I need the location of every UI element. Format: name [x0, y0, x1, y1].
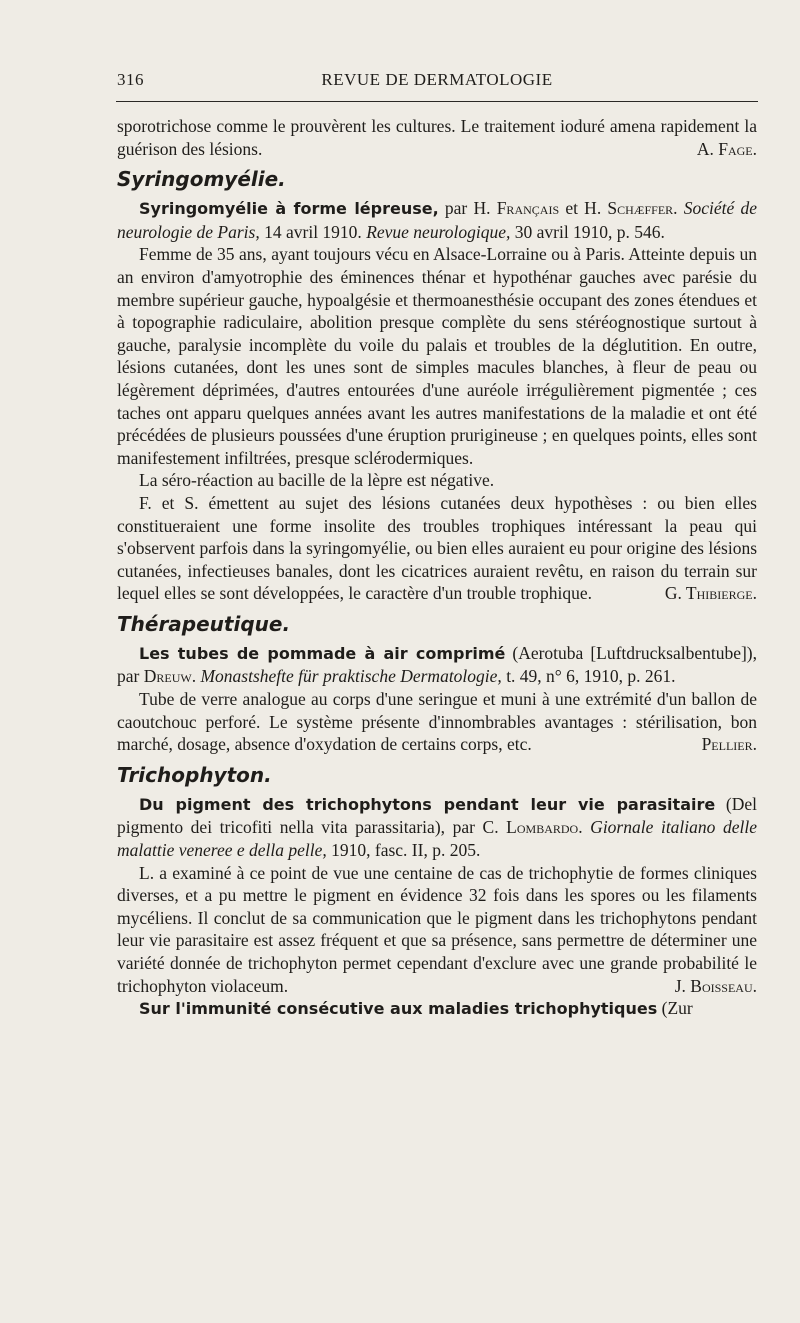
paragraph-text: L. a examiné à ce point de vue une centaine de cas de trichophytie de formes cliniques diverses, et a pu mettre le pigment en évidence 32 fois dans les spores ou les filaments mycéliens. Il conclut de sa communication que le pigment dans les trichophytons pendant leur vie parasitaire est assez fréquent et que sa présence, sans permettre de déterminer une variété donnée de trichophyton permet cependant d'exclure avec une grande probabilité le trichophyton violaceum. [117, 862, 757, 996]
article-title-2: Les tubes de pommade à air comprimé [139, 643, 506, 663]
citation-text: (Del pigmento dei tricofiti nella vita parassitaria), par C. [117, 793, 757, 838]
paragraph: La séro-réaction au bacille de la lèpre est négative. [139, 470, 495, 491]
paragraph [117, 492, 757, 605]
paragraph-text: F. et S. émettent au sujet des lésions cutanées deux hypothèses : ou bien elles constitueraient une forme insolite des troubles trophiques intéressant la peau qui s'observent parfois dans la syringomyélie, ou bien elles auraient eu pour origine des lésions cutanées, infectieuses banales, dont les cicatrices auraient revêtu, en raison du terrain sur lequel elles se sont développées, le caractère d'un trouble trophique. [117, 492, 757, 604]
continuation-signature: A. Fage. [696, 138, 757, 159]
section-heading-therapeutique: Thérapeutique. [117, 611, 291, 636]
continuation-paragraph [117, 115, 757, 160]
author-name: Lombardo. [506, 817, 583, 838]
article-title-4: Sur l'immunité consécutive aux maladies trichophytiques [139, 999, 658, 1019]
signature: Pellier. [701, 734, 757, 755]
article-citation-3 [117, 793, 757, 862]
paragraph: Femme de 35 ans, ayant toujours vécu en Alsace-Lorraine ou à Paris. Atteinte depuis un an environ d'amyotrophie des éminences thénar et hypothénar gauches avec parésie du membre supérieur gauche, hypoalgésie et thermoanesthésie occupant des zones étendues et à topographie radiculaire, abolition presque complète du sens stéréognostique surtout à gauche, paralysie incomplète du voile du palais et troubles de la déglutition. En outre, lésions cutanées, dont les unes sont de simples macules blanches, à fleur de peau ou légèrement déprimées, d'autres entourées d'une auréole irrégulièrement pigmentée ; ces taches ont apparu quelques années avant les autres manifestations de la maladie et ont été précédées de plusieurs poussées d'une éruption prurigineuse ; en quelques points, elles sont manifestement infiltrées, presque sclérodermiques. [117, 244, 757, 468]
citation-venue: Société de neurologie de Paris, [117, 198, 758, 242]
article-citation-4 [117, 997, 757, 1021]
journal-title: REVUE DE DERMATOLOGIE [321, 70, 553, 89]
paragraph [117, 862, 757, 998]
citation-text: 1910, fasc. II, p. 205. [326, 840, 481, 861]
section-heading-trichophyton: Trichophyton. [117, 762, 272, 787]
signature: J. Boisseau. [674, 975, 757, 996]
citation-text: 30 avril 1910, p. 546. [510, 221, 665, 242]
page-number: 316 [117, 70, 144, 89]
author-name: Schæffer. [607, 198, 678, 219]
author-name: Français [496, 198, 560, 219]
citation-venue: Revue neurologique, [366, 221, 511, 242]
citation-venue: Monastshefte für praktische Dermatologie, [196, 666, 502, 687]
article-citation-1 [117, 197, 757, 243]
running-header [117, 70, 757, 94]
paragraph-text: Tube de verre analogue au corps d'une seringue et muni à une extrémité d'un ballon de caoutchouc perforé. Le système présente d'innombrables avantages : stérilisation, bon marché, dosage, absence d'oxydation de certains corps, etc. [117, 689, 757, 755]
citation-text: (Zur [657, 998, 693, 1019]
continuation-text: sporotrichose comme le prouvèrent les cultures. Le traitement ioduré amena rapidement la guérison des lésions. [117, 116, 757, 159]
header-rule [116, 101, 758, 102]
author-name: Dreuw. [143, 666, 197, 687]
article-title-1: Syringomyélie à forme lépreuse, [139, 199, 439, 219]
article-title-3: Du pigment des trichophytons pendant leur vie parasitaire [139, 794, 716, 814]
citation-text: et H. [559, 198, 608, 219]
paragraph [117, 688, 757, 756]
citation-text: t. 49, n° 6, 1910, p. 261. [501, 666, 676, 687]
citation-text: 14 avril 1910. [259, 221, 367, 242]
page-body [117, 115, 757, 1021]
citation-text: par H. [438, 198, 497, 219]
article-citation-2 [117, 642, 757, 688]
citation-text: (Aerotuba [Luftdrucksalbentube]), par [117, 642, 757, 687]
citation-venue: Giornale italiano delle malattie veneree e della pelle, [117, 817, 757, 861]
section-heading-syringomyelie: Syringomyélie. [117, 167, 286, 192]
signature: G. Thibierge. [664, 583, 757, 604]
